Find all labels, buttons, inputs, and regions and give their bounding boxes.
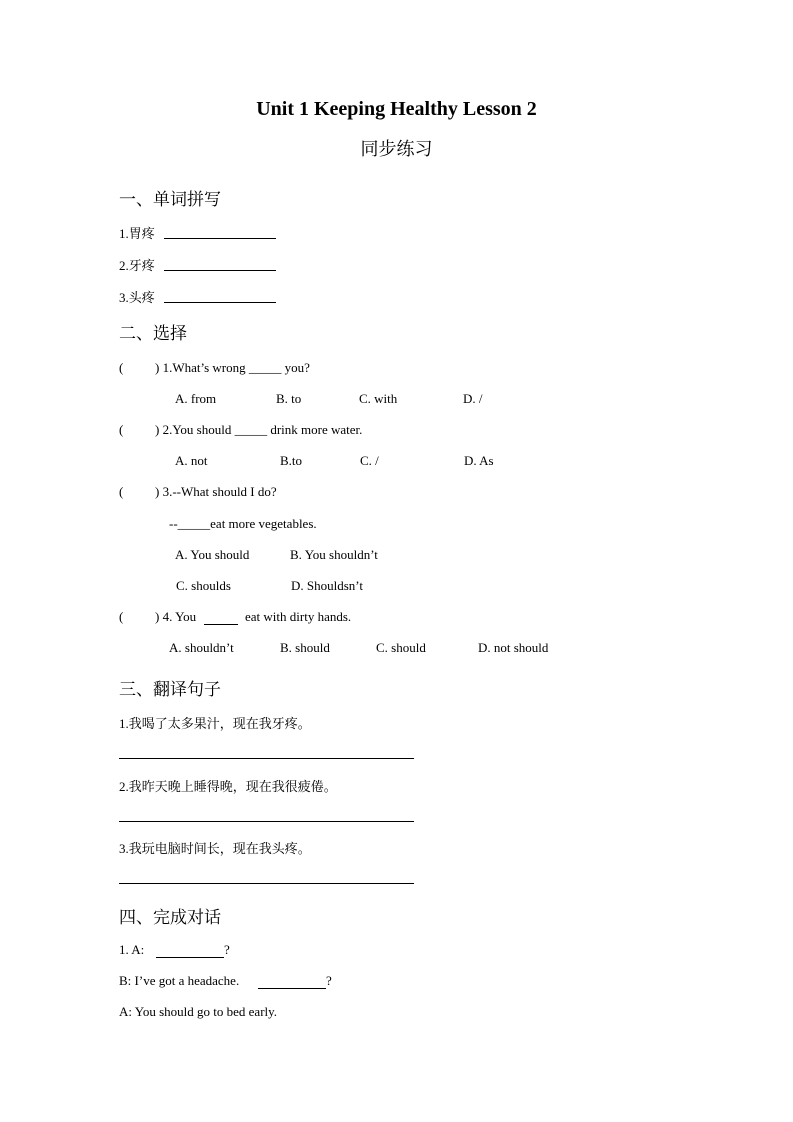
section-heading-dialogue: 四、完成对话 (119, 908, 221, 927)
option-d: D. As (464, 453, 494, 468)
option-a: A. You should (175, 547, 250, 562)
spelling-item (119, 223, 155, 242)
answer-blank[interactable] (204, 624, 238, 625)
answer-line[interactable] (119, 758, 414, 759)
dialogue-reply: --_____eat more vegetables. (169, 516, 317, 531)
option-b: B. should (280, 640, 330, 655)
question-stem: ) 2.You should _____ drink more water. (155, 422, 363, 437)
dialogue-line-1 (119, 942, 144, 958)
question-2 (119, 422, 362, 438)
spelling-prompt: 2.牙疼 (119, 258, 155, 273)
translation-prompt: 1.我喝了太多果汁，现在我牙疼。 (119, 716, 311, 731)
spelling-prompt: 3.头疼 (119, 290, 155, 305)
question-stem: ) 1.What’s wrong _____ you? (155, 360, 310, 375)
spelling-item (119, 287, 155, 306)
question-mark: ? (224, 942, 230, 957)
question-1 (119, 360, 310, 376)
option-d: D. Shouldsn’t (291, 578, 363, 593)
answer-blank[interactable] (164, 270, 276, 271)
option-b: B. You shouldn’t (290, 547, 378, 562)
dialogue-line-2 (119, 973, 239, 989)
translation-prompt: 3.我玩电脑时间长，现在我头疼。 (119, 841, 311, 856)
question-4 (119, 609, 196, 625)
answer-line[interactable] (119, 821, 414, 822)
answer-blank[interactable] (258, 988, 326, 989)
answer-paren[interactable]: ( (119, 422, 124, 437)
option-c: C. should (376, 640, 426, 655)
spelling-prompt: 1.胃疼 (119, 226, 155, 241)
page-title: Unit 1 Keeping Healthy Lesson 2 (256, 98, 537, 120)
section-heading-translation: 三、翻译句子 (119, 680, 221, 699)
answer-blank[interactable] (164, 302, 276, 303)
answer-line[interactable] (119, 883, 414, 884)
option-a: A. not (175, 453, 208, 468)
option-a: A. shouldn’t (169, 640, 234, 655)
option-c: C. shoulds (176, 578, 231, 593)
answer-blank[interactable] (164, 238, 276, 239)
speaker-b: B: I’ve got a headache. (119, 973, 240, 988)
option-c: C. with (359, 391, 398, 406)
section-heading-spelling: 一、单词拼写 (119, 190, 221, 209)
speaker-a: 1. A: (119, 942, 145, 957)
spelling-item (119, 255, 155, 274)
question-3 (119, 484, 277, 500)
answer-paren[interactable]: ( (119, 484, 124, 499)
option-c: C. / (360, 453, 379, 468)
option-d: D. not should (478, 640, 549, 655)
translation-prompt: 2.我昨天晚上睡得晚，现在我很疲倦。 (119, 779, 337, 794)
page-subtitle: 同步练习 (360, 139, 433, 159)
section-heading-choice: 二、选择 (119, 324, 187, 343)
dialogue-line-3: A: You should go to bed early. (119, 1004, 278, 1019)
option-a: A. from (175, 391, 217, 406)
option-b: B.to (280, 453, 303, 468)
answer-blank[interactable] (156, 957, 224, 958)
answer-paren[interactable]: ( (119, 360, 124, 375)
option-d: D. / (463, 391, 483, 406)
question-stem-tail: eat with dirty hands. (245, 609, 352, 624)
option-b: B. to (276, 391, 302, 406)
question-mark: ? (326, 973, 332, 988)
question-stem: ) 3.--What should I do? (155, 484, 277, 499)
question-stem: ) 4. You (155, 609, 197, 624)
answer-paren[interactable]: ( (119, 609, 124, 624)
